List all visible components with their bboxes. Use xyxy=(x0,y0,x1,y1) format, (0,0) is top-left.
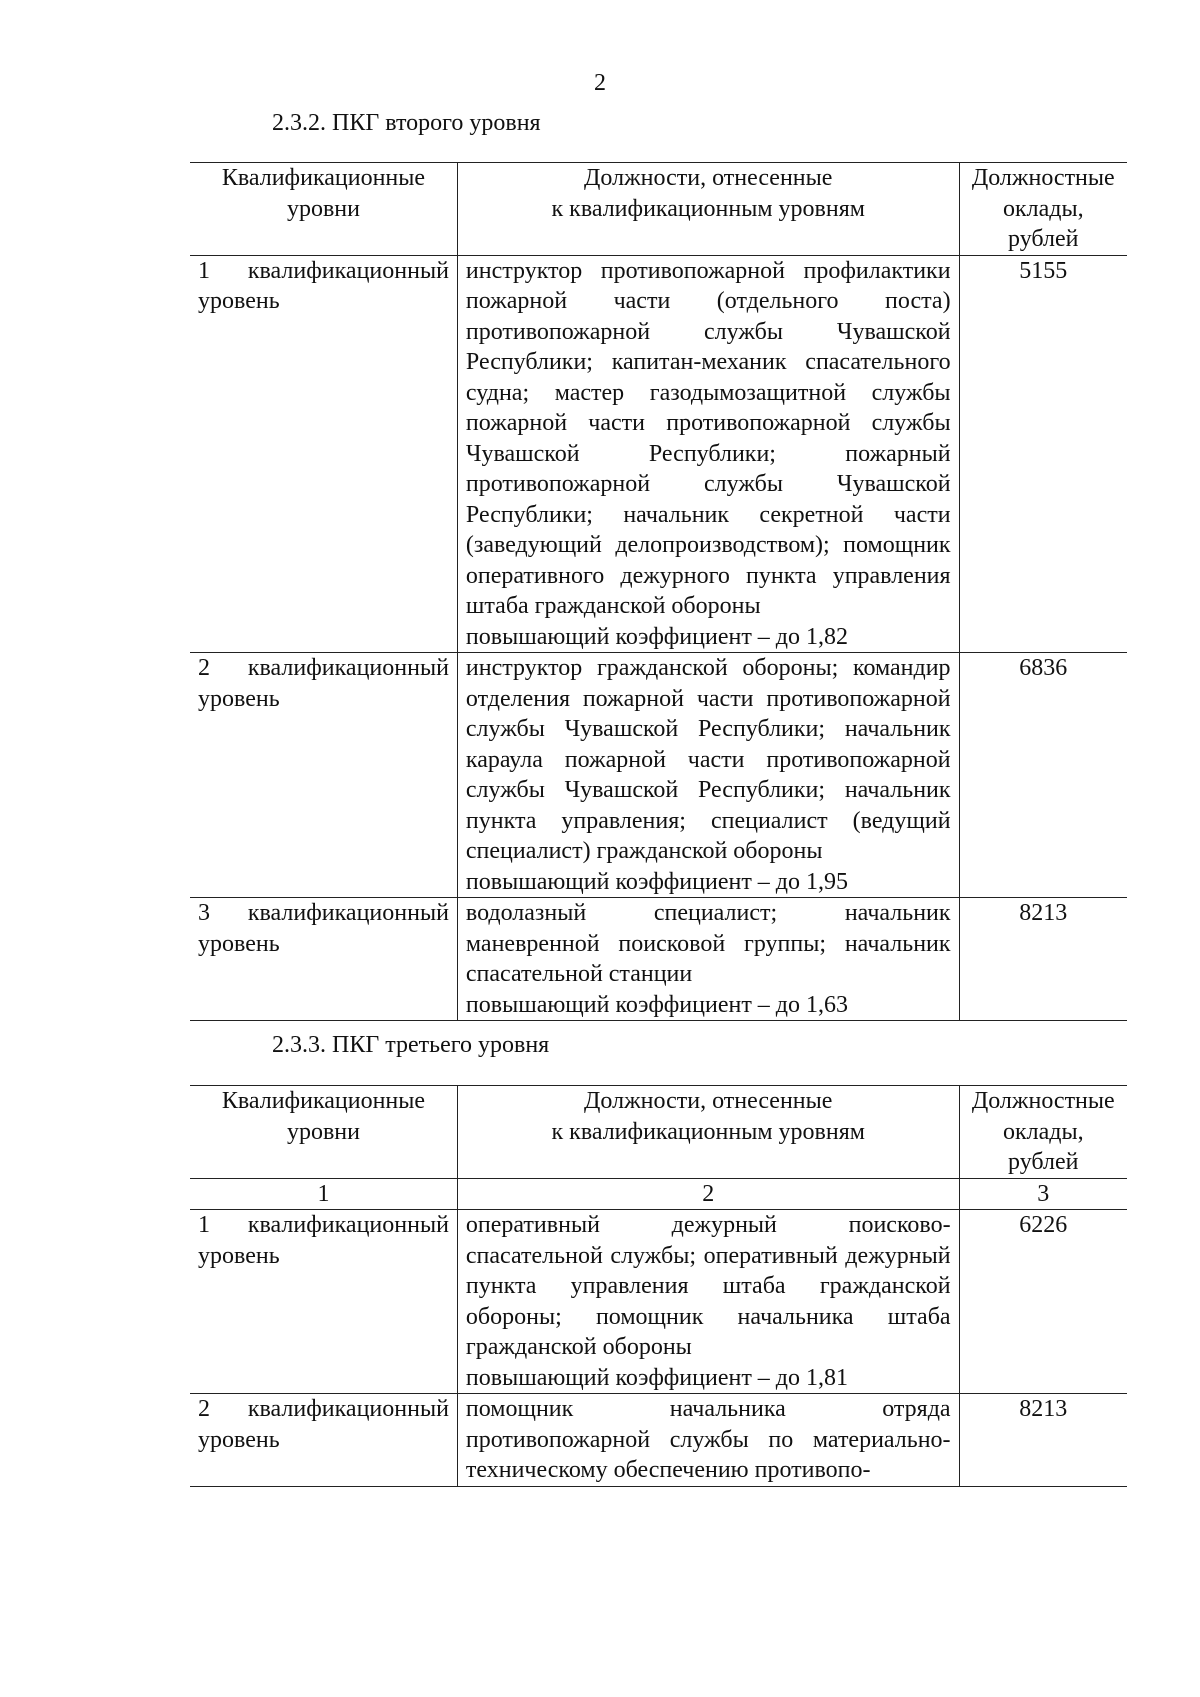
positions-text: инструктор гражданской обороны; командир отделения пожарной части противопожарной службы Чувашской Республики; начальник караула пожарной части противопожарной службы Чувашской Республики; начальник пункта управления; специалист (ведущий специалист) гражданской обороны xyxy=(465,655,951,864)
salary-cell: 8213 xyxy=(959,898,1127,1021)
column-number-1: 1 xyxy=(190,1178,457,1210)
column-numbering-row xyxy=(190,1178,1127,1210)
salary-cell: 6836 xyxy=(959,653,1127,898)
header-salary-line2: оклады, xyxy=(1002,1118,1084,1145)
positions-cell xyxy=(457,653,959,898)
table-row xyxy=(190,1210,1127,1394)
level-cell: 1 квалификационный уровень xyxy=(190,1210,457,1394)
header-salary-line2: оклады, xyxy=(1002,195,1084,222)
salary-cell: 6226 xyxy=(959,1210,1127,1394)
header-salary-line3: рублей xyxy=(1008,1149,1079,1175)
coefficient-text: повышающий коэффициент – до 1,81 xyxy=(465,1364,849,1391)
header-salary-line1: Должностные xyxy=(971,1088,1115,1114)
header-positions-line1: Должности, отнесенные xyxy=(584,1088,833,1114)
table-row xyxy=(190,255,1127,653)
coefficient-text: повышающий коэффициент – до 1,63 xyxy=(465,991,849,1018)
header-positions xyxy=(457,1086,959,1179)
header-salary-line3: рублей xyxy=(1008,226,1079,252)
coefficient-text: повышающий коэффициент – до 1,95 xyxy=(465,868,849,895)
salary-cell: 5155 xyxy=(959,255,1127,653)
positions-text: помощник начальника отряда противопожарной службы по материально-техническому обеспечению противопо- xyxy=(465,1396,951,1483)
header-level: Квалификационные уровни xyxy=(190,1086,457,1179)
level-cell: 3 квалификационный уровень xyxy=(190,898,457,1021)
positions-cell xyxy=(457,255,959,653)
header-salary xyxy=(959,1086,1127,1179)
pkg-2-table xyxy=(190,162,1127,1021)
pkg-3-table xyxy=(190,1085,1127,1487)
section-heading-pkg-3: 2.3.3. ПКГ третьего уровня xyxy=(272,1032,550,1058)
salary-cell: 8213 xyxy=(959,1394,1127,1487)
level-cell: 2 квалификационный уровень xyxy=(190,653,457,898)
section-heading-pkg-2: 2.3.2. ПКГ второго уровня xyxy=(272,110,541,136)
header-positions-line2: к квалификационным уровням xyxy=(551,1118,865,1145)
positions-text: инструктор противопожарной профилактики пожарной части (отдельного поста) противопожарной службы Чувашской Республики; капитан-механик спасательного судна; мастер газодымозащитной службы пожарной части противопожарной службы Чувашской Республики; пожарный противопожарной службы Чувашской Республики; начальник секретной части (заведующий делопроизводством); помощник оперативного дежурного пункта управления штаба гражданской обороны xyxy=(465,257,951,619)
level-cell: 2 квалификационный уровень xyxy=(190,1394,457,1487)
header-salary-line1: Должностные xyxy=(971,165,1115,191)
column-number-3: 3 xyxy=(959,1178,1127,1210)
table-header-row xyxy=(190,163,1127,256)
positions-cell xyxy=(457,1210,959,1394)
table-row xyxy=(190,1394,1127,1487)
coefficient-text: повышающий коэффициент – до 1,82 xyxy=(465,623,849,650)
positions-text: водолазный специалист; начальник маневренной поисковой группы; начальник спасательной станции xyxy=(465,900,951,987)
table-row xyxy=(190,653,1127,898)
positions-cell xyxy=(457,898,959,1021)
header-salary xyxy=(959,163,1127,256)
level-cell: 1 квалификационный уровень xyxy=(190,255,457,653)
header-positions-line2: к квалификационным уровням xyxy=(551,195,865,222)
table-header-row xyxy=(190,1086,1127,1179)
column-number-2: 2 xyxy=(457,1178,959,1210)
header-level: Квалификационные уровни xyxy=(190,163,457,256)
header-positions xyxy=(457,163,959,256)
header-positions-line1: Должности, отнесенные xyxy=(584,165,833,191)
page-number: 2 xyxy=(594,70,606,96)
positions-cell xyxy=(457,1394,959,1487)
positions-text: оперативный дежурный поисково-спасательной службы; оперативный дежурный пункта управления штаба гражданской обороны; помощник начальника штаба гражданской обороны xyxy=(465,1212,951,1360)
table-row xyxy=(190,898,1127,1021)
